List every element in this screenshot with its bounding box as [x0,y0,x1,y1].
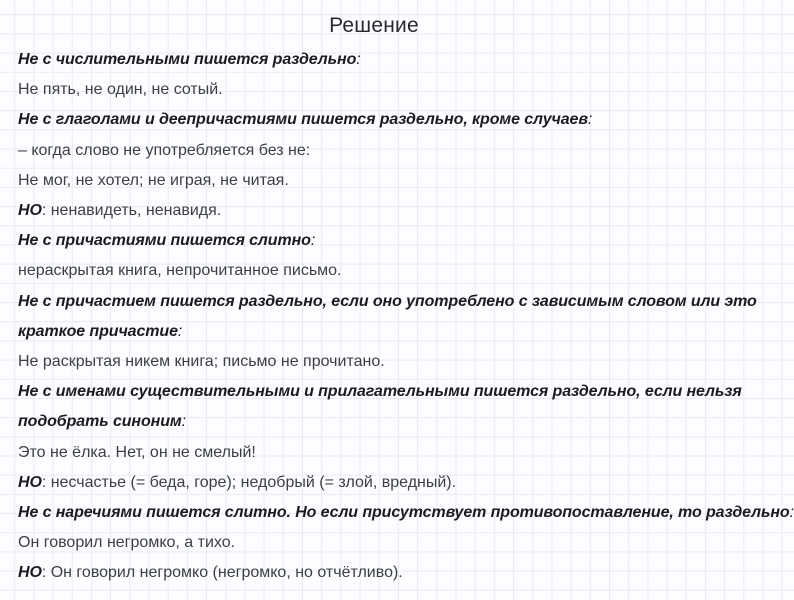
text-segment: : [177,322,183,340]
text-segment: Это не ёлка. Нет, он не смелый! [18,443,256,461]
text-segment: Не с именами существительными и прилагательными пишется раздельно, если нельзя [18,383,742,401]
text-segment: Не с причастиями пишется слитно [18,232,311,250]
text-line [18,105,730,135]
text-segment: : ненавидеть, ненавидя. [41,202,222,220]
text-segment: : [356,51,361,68]
text-segment: НО [18,202,42,220]
text-segment: : Он говорил негромко (негромко, но отчётливо). [41,564,403,582]
text-segment: – когда слово не употребляется без не: [18,141,311,159]
solution-text [0,38,794,589]
text-segment: Не раскрытая никем книга; письмо не прочитано. [18,353,385,371]
text-line [18,528,730,558]
text-line [18,287,757,317]
text-segment: Не с наречиями пишется слитно. Но если присутствует противопоставление, то раздельно [18,504,790,522]
text-segment: краткое причастие [18,322,178,340]
text-segment: : [310,232,316,250]
text-segment: нераскрытая книга, непрочитанное письмо. [18,262,342,280]
text-line [18,438,730,468]
text-segment: : несчастье (= беда, горе); недобрый (= злой, вредный). [41,473,457,491]
text-line [18,166,730,196]
text-segment: Не мог, не хотел; не играя, не читая. [18,171,289,189]
text-line [18,317,730,347]
text-line [18,226,730,256]
text-line [18,558,730,588]
text-line [18,377,742,407]
text-line [18,75,730,105]
text-segment: : [789,504,794,522]
text-line [18,196,730,226]
text-segment: Не пять, не один, не сотый. [18,81,223,99]
text-line [18,468,730,498]
text-segment: Не с причастием пишется раздельно, если оно употреблено с зависимым словом или это [18,292,757,310]
text-segment: : [181,413,187,431]
text-line [18,45,730,75]
text-segment: : [587,111,593,129]
text-segment: Он говорил негромко, а тихо. [18,534,236,552]
text-line [18,407,730,437]
text-segment: Не с глаголами и деепричастиями пишется раздельно, кроме случаев [18,111,588,129]
page-title: Решение [329,14,419,37]
text-line [18,256,730,286]
text-segment: НО [18,473,42,491]
text-line [18,347,730,377]
text-segment: НО [18,564,42,582]
text-segment: Не с числительными пишется раздельно [18,51,357,68]
text-line [18,136,730,166]
text-segment: подобрать синоним [18,413,182,431]
text-line [18,498,794,528]
